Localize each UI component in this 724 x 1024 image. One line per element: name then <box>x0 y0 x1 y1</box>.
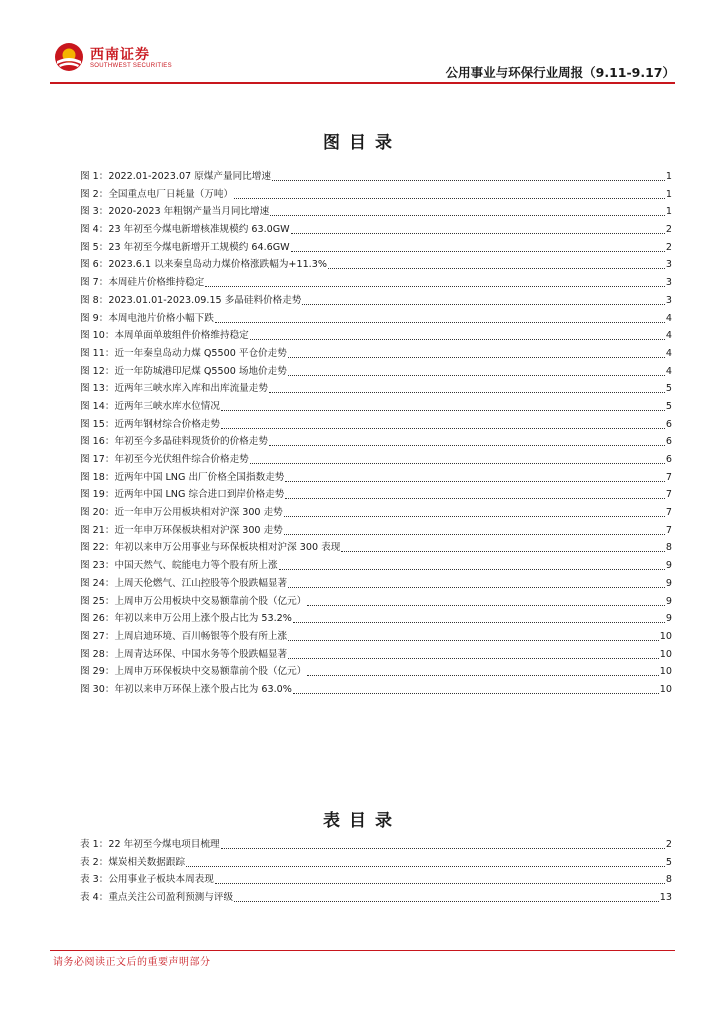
table-index-entry[interactable] <box>80 854 672 872</box>
toc-entry-label: 图 25：上周申万公用板块中交易额靠前个股（亿元） <box>80 595 307 607</box>
toc-entry-label: 图 15：近两年钢材综合价格走势 <box>80 418 220 430</box>
toc-entry-page: 10 <box>659 630 672 642</box>
toc-entry-page: 6 <box>665 454 672 465</box>
toc-entry-page: 10 <box>659 683 672 695</box>
toc-entry-page: 9 <box>665 577 672 589</box>
toc-dot-leader <box>284 504 665 517</box>
toc-dot-leader <box>293 681 659 694</box>
toc-dot-leader <box>288 646 659 659</box>
toc-dot-leader <box>221 836 665 849</box>
table-index-entry[interactable] <box>80 836 672 854</box>
toc-dot-leader <box>272 168 665 181</box>
figure-index-entry[interactable] <box>80 221 672 239</box>
toc-dot-leader <box>307 593 665 606</box>
toc-entry-label: 图 3：2020-2023 年粗钢产量当月同比增速 <box>80 206 270 218</box>
toc-entry-page: 1 <box>665 188 672 200</box>
toc-entry-page: 10 <box>659 666 672 678</box>
toc-entry-label: 图 18：近两年中国 LNG 出厂价格全国指数走势 <box>80 471 285 483</box>
figure-index-entry[interactable] <box>80 433 672 451</box>
figure-index-entry[interactable] <box>80 522 672 540</box>
toc-dot-leader <box>285 486 664 499</box>
toc-entry-page: 4 <box>665 365 672 377</box>
toc-entry-page: 6 <box>665 418 672 430</box>
table-index-list <box>80 836 672 907</box>
toc-entry-page: 5 <box>665 383 672 395</box>
figure-index-entry[interactable] <box>80 593 672 611</box>
toc-dot-leader <box>269 380 665 393</box>
toc-entry-page: 2 <box>665 241 672 253</box>
toc-entry-label: 表 3：公用事业子板块本周表现 <box>80 874 214 886</box>
figure-index-entry[interactable] <box>80 380 672 398</box>
toc-dot-leader <box>288 345 665 358</box>
toc-entry-page: 9 <box>665 595 672 607</box>
toc-dot-leader <box>221 398 665 411</box>
toc-entry-page: 2 <box>665 839 672 850</box>
toc-dot-leader <box>269 433 665 446</box>
toc-dot-leader <box>234 889 659 902</box>
footer-divider <box>50 950 675 951</box>
figure-index-entry[interactable] <box>80 663 672 681</box>
toc-entry-label: 表 4：重点关注公司盈利预测与评级 <box>80 892 234 904</box>
toc-entry-label: 图 22：年初以来申万公用事业与环保板块相对沪深 300 表现 <box>80 542 341 554</box>
page-header <box>50 38 675 88</box>
toc-entry-page: 4 <box>665 347 672 359</box>
toc-entry-page: 5 <box>665 400 672 412</box>
toc-dot-leader <box>302 292 664 305</box>
toc-entry-page: 9 <box>665 613 672 625</box>
figure-index-entry[interactable] <box>80 557 672 575</box>
toc-dot-leader <box>270 203 665 216</box>
toc-dot-leader <box>250 327 665 340</box>
toc-entry-label: 图 16：年初至今多晶硅料现货价的价格走势 <box>80 436 268 448</box>
footer-disclaimer: 请务必阅读正文后的重要声明部分 <box>53 957 211 968</box>
figure-index-entry[interactable] <box>80 628 672 646</box>
toc-entry-label: 图 8：2023.01.01-2023.09.15 多晶硅料价格走势 <box>80 294 302 306</box>
toc-entry-label: 图 24：上周天伦燃气、江山控股等个股跌幅显著 <box>80 577 288 589</box>
figure-index-entry[interactable] <box>80 203 672 221</box>
toc-dot-leader <box>288 363 665 376</box>
table-index-title: 表目录 <box>323 811 401 831</box>
figure-index-entry[interactable] <box>80 398 672 416</box>
toc-entry-label: 图 2：全国重点电厂日耗量（万吨） <box>80 188 234 200</box>
table-index-entry[interactable] <box>80 889 672 907</box>
toc-dot-leader <box>215 310 665 323</box>
toc-entry-label: 图 28：上周青达环保、中国水务等个股跌幅显著 <box>80 648 288 660</box>
toc-entry-label: 图 29：上周申万环保板块中交易额靠前个股（亿元） <box>80 666 307 678</box>
figure-index-entry[interactable] <box>80 186 672 204</box>
toc-dot-leader <box>186 854 665 867</box>
toc-entry-page: 9 <box>665 560 672 572</box>
figure-index-entry[interactable] <box>80 239 672 257</box>
company-logo <box>54 42 254 76</box>
toc-entry-label: 图 10：本周单面单玻组件价格维持稳定 <box>80 330 249 342</box>
toc-entry-page: 3 <box>665 294 672 306</box>
toc-entry-page: 4 <box>665 312 672 324</box>
toc-entry-label: 图 20：近一年申万公用板块相对沪深 300 走势 <box>80 507 283 519</box>
toc-dot-leader <box>291 239 665 252</box>
toc-entry-page: 7 <box>665 471 672 483</box>
toc-entry-label: 图 27：上周启迪环境、百川畅银等个股有所上涨 <box>80 630 288 642</box>
toc-dot-leader <box>307 663 658 676</box>
figure-index-entry[interactable] <box>80 539 672 557</box>
toc-dot-leader <box>285 469 664 482</box>
toc-entry-label: 图 30：年初以来申万环保上涨个股占比为 63.0% <box>80 683 292 695</box>
logo-text-cn: 西南证券 <box>90 47 150 63</box>
toc-entry-page: 6 <box>665 436 672 448</box>
figure-index-entry[interactable] <box>80 327 672 345</box>
figure-index-entry[interactable] <box>80 310 672 328</box>
toc-entry-page: 3 <box>665 259 672 271</box>
toc-entry-label: 图 26：年初以来申万公用上涨个股占比为 53.2% <box>80 613 292 625</box>
toc-dot-leader <box>221 416 665 429</box>
figure-index-entry[interactable] <box>80 345 672 363</box>
toc-entry-page: 7 <box>665 507 672 519</box>
toc-dot-leader <box>288 575 665 588</box>
toc-entry-label: 图 5：23 年初至今煤电新增开工规模约 64.6GW <box>80 241 290 253</box>
toc-entry-page: 1 <box>665 171 672 182</box>
logo-sun-icon <box>54 42 84 72</box>
header-divider <box>50 82 675 84</box>
toc-dot-leader <box>279 557 665 570</box>
toc-dot-leader <box>288 628 659 641</box>
toc-entry-page: 13 <box>659 892 672 904</box>
toc-entry-label: 图 13：近两年三峡水库入库和出库流量走势 <box>80 383 268 395</box>
toc-entry-label: 图 4：23 年初至今煤电新增核准规模约 63.0GW <box>80 224 290 236</box>
figure-index-entry[interactable] <box>80 610 672 628</box>
toc-entry-page: 7 <box>665 524 672 536</box>
figure-index-entry[interactable] <box>80 416 672 434</box>
toc-entry-label: 图 1：2022.01-2023.07 原煤产量同比增速 <box>80 171 271 182</box>
toc-entry-label: 图 9：本周电池片价格小幅下跌 <box>80 312 214 324</box>
toc-entry-label: 表 2：煤炭相关数据跟踪 <box>80 856 186 868</box>
toc-dot-leader <box>293 610 665 623</box>
toc-entry-label: 图 7：本周硅片价格维持稳定 <box>80 277 205 289</box>
toc-entry-page: 8 <box>665 874 672 886</box>
toc-entry-label: 图 11：近一年秦皇岛动力煤 Q5500 平仓价走势 <box>80 347 287 359</box>
figure-index-entry[interactable] <box>80 168 672 186</box>
figure-index-title: 图目录 <box>323 133 401 153</box>
toc-entry-label: 图 21：近一年申万环保板块相对沪深 300 走势 <box>80 524 283 536</box>
toc-entry-page: 3 <box>665 277 672 289</box>
report-title: 公用事业与环保行业周报（9.11-9.17） <box>445 65 675 80</box>
figure-index-entry[interactable] <box>80 363 672 381</box>
toc-dot-leader <box>215 871 665 884</box>
logo-text-en: SOUTHWEST SECURITIES <box>90 63 172 69</box>
toc-dot-leader <box>250 451 665 464</box>
figure-index-entry[interactable] <box>80 646 672 664</box>
toc-entry-label: 表 1：22 年初至今煤电项目梳理 <box>80 839 220 850</box>
toc-entry-page: 2 <box>665 224 672 236</box>
toc-dot-leader <box>291 221 665 234</box>
toc-entry-label: 图 12：近一年防城港印尼煤 Q5500 场地价走势 <box>80 365 287 377</box>
toc-entry-label: 图 14：近两年三峡水库水位情况 <box>80 400 220 412</box>
toc-dot-leader <box>234 186 665 199</box>
toc-entry-label: 图 17：年初至今光伏组件综合价格走势 <box>80 454 249 465</box>
toc-entry-page: 4 <box>665 330 672 342</box>
toc-entry-page: 10 <box>659 648 672 660</box>
figure-index-entry[interactable] <box>80 256 672 274</box>
figure-index-entry[interactable] <box>80 681 672 699</box>
figure-index-entry[interactable] <box>80 292 672 310</box>
toc-dot-leader <box>328 256 665 269</box>
toc-entry-label: 图 19：近两年中国 LNG 综合进口到岸价格走势 <box>80 489 285 501</box>
toc-entry-page: 7 <box>665 489 672 501</box>
figure-index-entry[interactable] <box>80 575 672 593</box>
toc-entry-page: 5 <box>665 856 672 868</box>
toc-dot-leader <box>284 522 665 535</box>
figure-index-entry[interactable] <box>80 469 672 487</box>
toc-dot-leader <box>341 539 665 552</box>
figure-index-entry[interactable] <box>80 486 672 504</box>
toc-entry-label: 图 23：中国天然气、皖能电力等个股有所上涨 <box>80 560 278 572</box>
figure-index-entry[interactable] <box>80 274 672 292</box>
figure-index-entry[interactable] <box>80 504 672 522</box>
toc-dot-leader <box>205 274 665 287</box>
table-index-entry[interactable] <box>80 871 672 889</box>
toc-entry-page: 8 <box>665 542 672 554</box>
toc-entry-page: 1 <box>665 206 672 218</box>
figure-index-entry[interactable] <box>80 451 672 469</box>
toc-entry-label: 图 6：2023.6.1 以来秦皇岛动力煤价格涨跌幅为+11.3% <box>80 259 327 271</box>
figure-index-list <box>80 168 672 699</box>
